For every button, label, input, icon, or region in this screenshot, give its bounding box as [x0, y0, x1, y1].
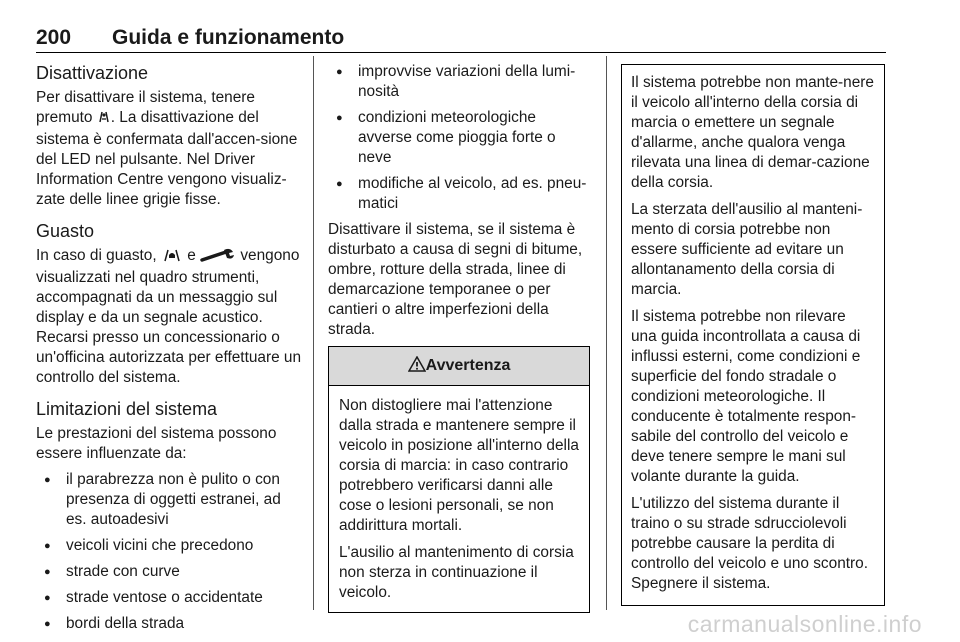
column-3: [621, 62, 885, 606]
paragraph-limitazioni: Le prestazioni del sistema possono essere influenzate da:: [36, 425, 277, 462]
warning-paragraph: Non distogliere mai l'attenzione dalla strada e mantenere sempre il veicolo in posizione all'interno della corsia di marcia: in caso contrario potrebbero verificarsi danni alle cose o lesioni personali, se non addirittura mortali.: [339, 397, 579, 534]
paragraph-disattivare: Disattivare il sistema, se il sistema è disturbato a causa di segni di bitume, ombre, rotture della strada, linee di demarcazione temporanee o per cantieri o altre imperfezioni della strada.: [328, 221, 583, 338]
column-1: [36, 62, 302, 640]
paragraph: Il sistema potrebbe non mante-nere il veicolo all'interno della corsia di marcia o emettere un segnale d'allarme, anche qualora venga rilevata una linea di demar-cazione della corsia.: [631, 74, 874, 191]
list-item: ● bordi della strada: [36, 614, 302, 634]
paragraph: L'utilizzo del sistema durante il traino o su strade sdrucciolevoli potrebbe causare la perdita di controllo del veicolo e uno scontro. Spegnere il sistema.: [631, 495, 868, 592]
limitations-list-continued: [328, 62, 590, 214]
column-divider: [606, 56, 607, 610]
warning-title: Avvertenza: [425, 357, 511, 374]
chapter-title: Guida e funzionamento: [112, 26, 345, 49]
paragraph-guasto: In caso di guasto, e vengono visualizzati nel quadro strumenti, accompagnati da un messaggio sul display e da un segnale acustico. Recarsi presso un concessionario o un'officina autorizzata per effettuare un controllo del sistema.: [36, 247, 302, 386]
wrench-icon: [200, 248, 236, 268]
list-item: ● strade con curve: [36, 562, 302, 582]
list-item: ● modifiche al veicolo, ad es. pneu-matici: [328, 174, 590, 214]
paragraph: Il sistema potrebbe non rilevare una guida incontrollata a causa di influssi esterni, come condizioni e superficie del fondo stradale o condizioni meteorologiche. Il conducente è totalmente respon-sabile del controllo del veicolo e deve tenere sempre le mani sul volante durante la guida.: [631, 308, 861, 485]
warning-box: [328, 346, 590, 613]
page-number: 200: [36, 26, 72, 49]
watermark: carmanualsonline.info: [687, 611, 922, 637]
heading-disattivazione: Disattivazione: [36, 63, 149, 83]
lane-keep-indicator-icon: [161, 248, 183, 268]
list-item: ● improvvise variazioni della lumi-nosità: [328, 62, 590, 102]
warning-header: [329, 347, 589, 386]
heading-guasto: Guasto: [36, 221, 95, 241]
paragraph: La sterzata dell'ausilio al manteni-mento di corsia potrebbe non essere sufficiente ad evitare un allontanamento della corsia di marcia.: [631, 201, 863, 298]
page-header: [36, 26, 886, 53]
warning-paragraph: L'ausilio al mantenimento di corsia non sterza in continuazione il veicolo.: [339, 544, 574, 601]
warning-triangle-icon: [408, 349, 426, 387]
list-item: ● il parabrezza non è pulito o con presenza di oggetti estranei, ad es. autoadesivi: [36, 470, 302, 530]
column-divider: [313, 56, 314, 610]
column-2: [328, 62, 590, 613]
list-item: ● veicoli vicini che precedono: [36, 536, 302, 556]
warning-box-continued: [621, 64, 885, 606]
list-item: ● condizioni meteorologiche avverse come pioggia forte o neve: [328, 108, 590, 168]
heading-limitazioni: Limitazioni del sistema: [36, 399, 218, 419]
paragraph-disattivazione: Per disattivare il sistema, tenere premuto . La disattivazione del sistema è confermata dall'accen-sione del LED nel pulsante. Nel Driver Information Centre vengono visualiz-zate delle linee grigie fisse.: [36, 89, 298, 208]
lane-keep-button-icon: [97, 110, 111, 130]
list-item: ● strade ventose o accidentate: [36, 588, 302, 608]
warning-body: [329, 386, 589, 612]
limitations-list: [36, 470, 302, 634]
